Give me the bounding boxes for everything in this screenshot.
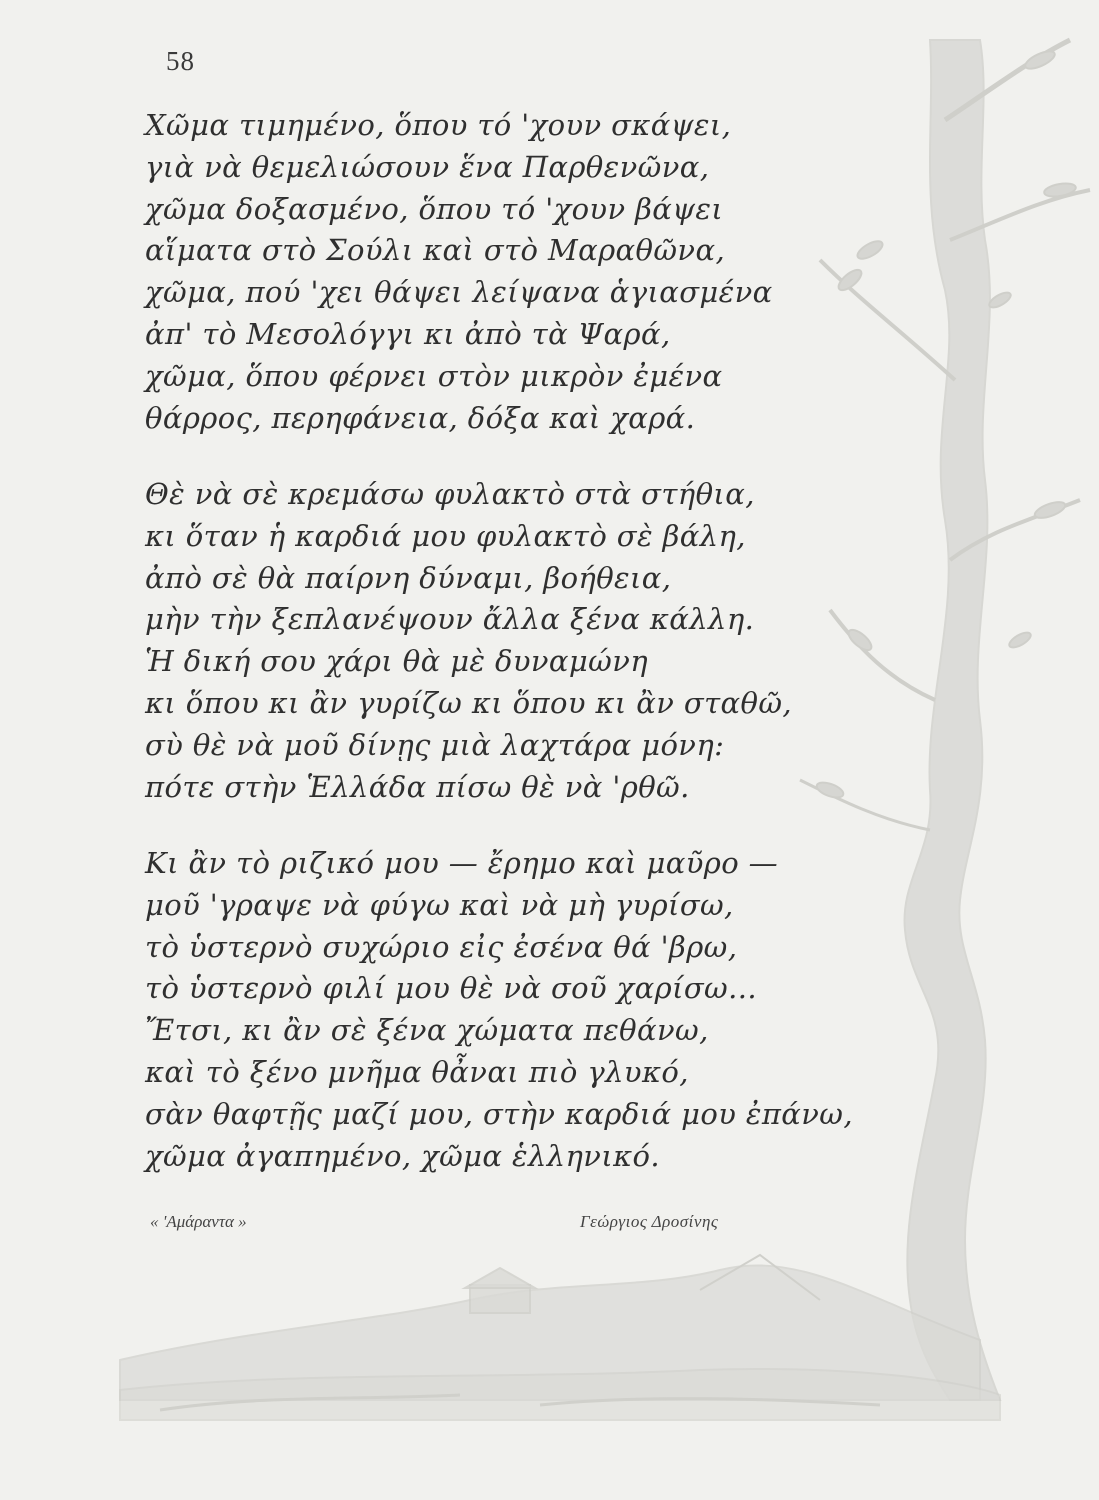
page-number: 58 (166, 46, 195, 76)
poem-line: κι ὅπου κι ἂν γυρίζω κι ὅπου κι ἂν σταθῶ, (145, 685, 793, 720)
poem-line: τὸ ὑστερνὸ συχώριο εἰς ἐσένα θά 'βρω, (145, 929, 738, 964)
poem-stanza-2 (145, 474, 792, 808)
poem-line: Ἔτσι, κι ἂν σὲ ξένα χώματα πεθάνω, (145, 1013, 709, 1048)
poem-source: « 'Αμάραντα » (150, 1212, 247, 1231)
poem-line: μοῦ 'γραψε νὰ φύγω καὶ νὰ μὴ γυρίσω, (145, 887, 734, 922)
poem-line: Θὲ νὰ σὲ κρεμάσω φυλακτὸ στὰ στήθια, (145, 477, 755, 511)
poem-line: καὶ τὸ ξένο μνῆμα θἆναι πιὸ γλυκό, (145, 1054, 689, 1089)
poem-line: αἵματα στὸ Σούλι καὶ στὸ Μαραθῶνα, (145, 233, 726, 268)
poem-author: Γεώργιος Δροσίνης (580, 1212, 719, 1231)
poem-line: σὺ θὲ νὰ μοῦ δίνῃς μιὰ λαχτάρα μόνη: (145, 727, 725, 762)
poem-line: χῶμα, ὅπου φέρνει στὸν μικρὸν ἐμένα (145, 358, 723, 393)
poem-line: τὸ ὑστερνὸ φιλί μου θὲ νὰ σοῦ χαρίσω... (145, 971, 757, 1006)
poem-line: σὰν θαφτῇς μαζί μου, στὴν καρδιά μου ἐπάνω, (145, 1096, 853, 1131)
poem-line: γιὰ νὰ θεμελιώσουν ἕνα Παρθενῶνα, (145, 149, 710, 184)
poem-line: πότε στὴν Ἑλλάδα πίσω θὲ νὰ 'ρθῶ. (145, 769, 690, 804)
poem-stanza-3 (145, 843, 853, 1177)
poem-line: κι ὅταν ἡ καρδιά μου φυλακτὸ σὲ βάλη, (145, 518, 746, 553)
poem-line: χῶμα ἀγαπημένο, χῶμα ἑλληνικό. (145, 1138, 660, 1173)
poem-line: Χῶμα τιμημένο, ὅπου τό 'χουν σκάψει, (145, 108, 732, 142)
poem-line: Ἡ δική σου χάρι θὰ μὲ δυναμώνη (145, 644, 649, 679)
poem-line: ἀπ' τὸ Μεσολόγγι κι ἀπὸ τὰ Ψαρά, (145, 316, 671, 351)
poem-line: χῶμα δοξασμένο, ὅπου τό 'χουν βάψει (145, 191, 724, 226)
poem-line: Κι ἂν τὸ ριζικό μου — ἔρημο καὶ μαῦρο — (145, 846, 779, 880)
poem-line: ἀπὸ σὲ θὰ παίρνη δύναμι, βοήθεια, (145, 560, 672, 595)
poem-line: θάρρος, περηφάνεια, δόξα καὶ χαρά. (145, 400, 696, 435)
poem-stanza-1 (145, 105, 773, 439)
poem-line: χῶμα, πού 'χει θάψει λείψανα ἁγιασμένα (145, 275, 773, 310)
poem-line: μὴν τὴν ξεπλανέψουν ἄλλα ξένα κάλλη. (145, 602, 755, 637)
